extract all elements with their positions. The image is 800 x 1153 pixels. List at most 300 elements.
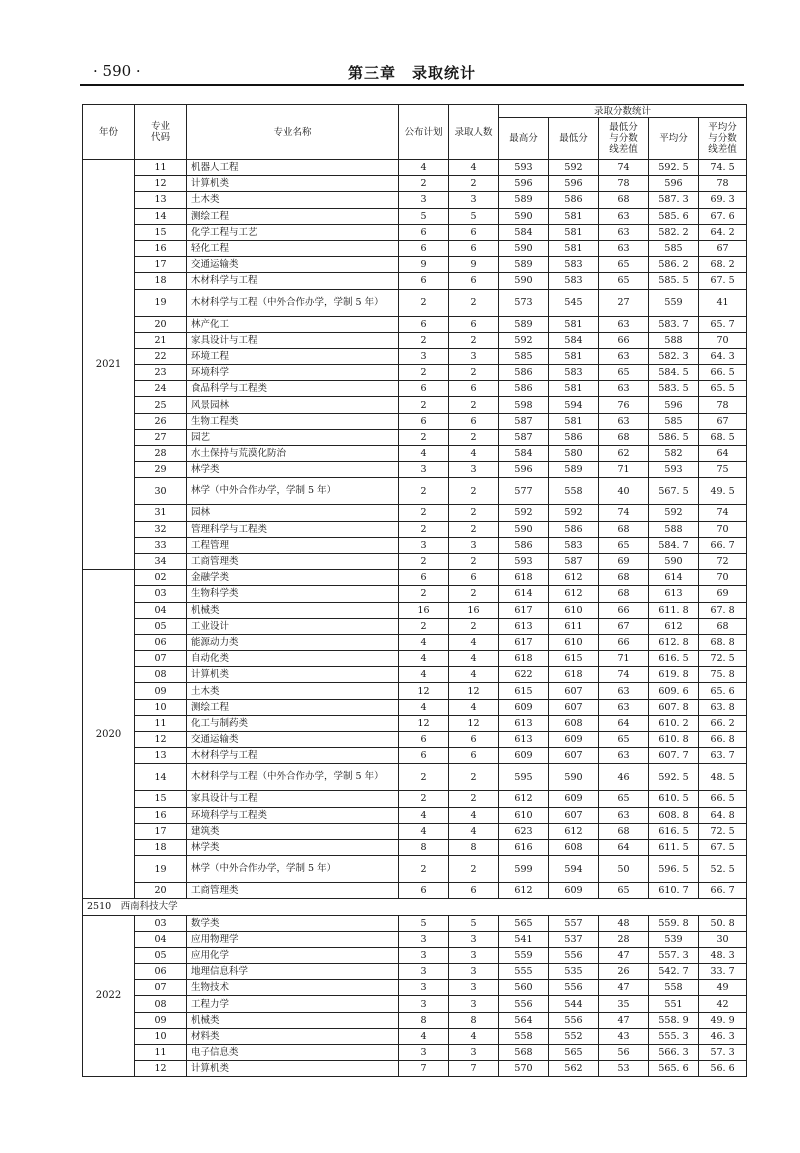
major-name: 工程管理 [187,537,399,553]
max-score: 586 [499,381,549,397]
min-score-diff: 47 [599,980,649,996]
major-code: 17 [135,823,187,839]
admitted-count: 6 [449,316,499,332]
admitted-count: 5 [449,208,499,224]
avg-score: 610. 2 [649,715,699,731]
avg-score: 619. 8 [649,667,699,683]
published-plan: 4 [399,160,449,176]
header-rule [80,84,744,86]
avg-score-diff: 67 [699,413,747,429]
admitted-count: 12 [449,683,499,699]
major-name: 林学类 [187,462,399,478]
admitted-count: 4 [449,1028,499,1044]
max-score: 570 [499,1061,549,1077]
admitted-count: 3 [449,348,499,364]
min-score-diff: 65 [599,537,649,553]
table-row [83,365,747,381]
avg-score: 588 [649,521,699,537]
min-score-diff: 66 [599,634,649,650]
avg-score-diff: 66. 5 [699,365,747,381]
min-score-diff: 65 [599,883,649,899]
admitted-count: 3 [449,537,499,553]
published-plan: 3 [399,1045,449,1061]
published-plan: 6 [399,381,449,397]
avg-score: 567. 5 [649,478,699,505]
major-code: 27 [135,429,187,445]
min-score: 565 [549,1045,599,1061]
table-row [83,732,747,748]
max-score: 612 [499,883,549,899]
major-code: 26 [135,413,187,429]
major-code: 12 [135,176,187,192]
major-code: 02 [135,570,187,586]
major-code: 10 [135,699,187,715]
major-name: 生物科学类 [187,586,399,602]
min-score-diff: 63 [599,224,649,240]
avg-score-diff: 67. 8 [699,602,747,618]
major-code: 16 [135,240,187,256]
published-plan: 4 [399,699,449,715]
table-row [83,413,747,429]
avg-score-diff: 64 [699,446,747,462]
major-code: 23 [135,365,187,381]
table-row [83,381,747,397]
major-name: 家具设计与工程 [187,332,399,348]
min-score-diff: 65 [599,732,649,748]
avg-score: 608. 8 [649,807,699,823]
major-code: 12 [135,1061,187,1077]
major-code: 08 [135,996,187,1012]
min-score-diff: 62 [599,446,649,462]
min-score-diff: 63 [599,807,649,823]
avg-score: 565. 6 [649,1061,699,1077]
max-score: 609 [499,748,549,764]
major-code: 16 [135,807,187,823]
major-name: 电子信息类 [187,1045,399,1061]
min-score-diff: 26 [599,964,649,980]
min-score: 618 [549,667,599,683]
major-code: 20 [135,883,187,899]
published-plan: 8 [399,1012,449,1028]
major-name: 应用物理学 [187,931,399,947]
max-score: 555 [499,964,549,980]
avg-score-diff: 63. 8 [699,699,747,715]
avg-score-diff: 64. 8 [699,807,747,823]
table-row [83,651,747,667]
major-name: 木材科学与工程 [187,273,399,289]
major-code: 13 [135,748,187,764]
major-name: 木材科学与工程（中外合作办学，学制 5 年） [187,764,399,791]
col-header-admitted: 录取人数 [449,105,499,160]
min-score: 583 [549,273,599,289]
major-name: 生物工程类 [187,413,399,429]
published-plan: 12 [399,715,449,731]
published-plan: 4 [399,807,449,823]
avg-score: 539 [649,931,699,947]
min-score-diff: 47 [599,947,649,963]
avg-score: 607. 8 [649,699,699,715]
table-row [83,807,747,823]
published-plan: 2 [399,856,449,883]
published-plan: 2 [399,505,449,521]
table-row [83,240,747,256]
table-row [83,915,747,931]
table-row [83,257,747,273]
min-score-diff: 65 [599,365,649,381]
published-plan: 6 [399,224,449,240]
max-score: 610 [499,807,549,823]
major-code: 04 [135,602,187,618]
avg-score: 611. 8 [649,602,699,618]
table-row [83,883,747,899]
max-score: 584 [499,224,549,240]
avg-score-diff: 68 [699,618,747,634]
max-score: 612 [499,791,549,807]
col-header-year: 年份 [83,105,135,160]
major-code: 06 [135,964,187,980]
published-plan: 2 [399,332,449,348]
published-plan: 3 [399,348,449,364]
published-plan: 3 [399,996,449,1012]
admitted-count: 3 [449,931,499,947]
min-score: 581 [549,208,599,224]
major-code: 33 [135,537,187,553]
avg-score-diff: 30 [699,931,747,947]
major-code: 03 [135,586,187,602]
avg-score-diff: 57. 3 [699,1045,747,1061]
max-score: 590 [499,240,549,256]
min-score: 590 [549,764,599,791]
min-score: 583 [549,537,599,553]
max-score: 622 [499,667,549,683]
min-score: 537 [549,931,599,947]
table-row [83,931,747,947]
min-score-diff: 63 [599,381,649,397]
min-score: 581 [549,413,599,429]
avg-score-diff: 49. 5 [699,478,747,505]
table-row [83,521,747,537]
min-score-diff: 40 [599,478,649,505]
avg-score-diff: 52. 5 [699,856,747,883]
major-name: 水土保持与荒漠化防治 [187,446,399,462]
published-plan: 4 [399,823,449,839]
avg-score: 610. 8 [649,732,699,748]
min-score: 552 [549,1028,599,1044]
avg-score-diff: 67. 5 [699,273,747,289]
avg-score-diff: 70 [699,570,747,586]
published-plan: 6 [399,732,449,748]
major-code: 13 [135,192,187,208]
table-row [83,1028,747,1044]
published-plan: 2 [399,176,449,192]
admitted-count: 2 [449,618,499,634]
max-score: 596 [499,176,549,192]
max-score: 616 [499,839,549,855]
major-code: 03 [135,915,187,931]
major-name: 园林 [187,505,399,521]
avg-score-diff: 66. 2 [699,715,747,731]
max-score: 589 [499,316,549,332]
max-score: 560 [499,980,549,996]
published-plan: 2 [399,791,449,807]
admitted-count: 4 [449,807,499,823]
max-score: 559 [499,947,549,963]
avg-score: 610. 5 [649,791,699,807]
min-score-diff: 68 [599,429,649,445]
avg-score: 582 [649,446,699,462]
max-score: 587 [499,413,549,429]
max-score: 590 [499,521,549,537]
admitted-count: 6 [449,732,499,748]
min-score: 556 [549,1012,599,1028]
table-row [83,176,747,192]
min-score: 594 [549,856,599,883]
major-code: 10 [135,1028,187,1044]
min-score-diff: 66 [599,332,649,348]
major-name: 地理信息科学 [187,964,399,980]
major-code: 22 [135,348,187,364]
published-plan: 2 [399,397,449,413]
min-score: 556 [549,980,599,996]
min-score-diff: 56 [599,1045,649,1061]
major-code: 15 [135,791,187,807]
admitted-count: 8 [449,839,499,855]
admitted-count: 3 [449,192,499,208]
min-score-diff: 68 [599,570,649,586]
avg-score-diff: 56. 6 [699,1061,747,1077]
avg-score: 592. 5 [649,764,699,791]
major-name: 建筑类 [187,823,399,839]
major-code: 09 [135,683,187,699]
table-row [83,947,747,963]
published-plan: 3 [399,947,449,963]
admitted-count: 4 [449,634,499,650]
max-score: 593 [499,160,549,176]
major-name: 能源动力类 [187,634,399,650]
min-score-diff: 64 [599,715,649,731]
major-name: 交通运输类 [187,732,399,748]
avg-score: 616. 5 [649,651,699,667]
col-header-score-stats: 录取分数统计 [499,105,747,118]
admitted-count: 2 [449,478,499,505]
published-plan: 8 [399,839,449,855]
admitted-count: 4 [449,823,499,839]
major-code: 06 [135,634,187,650]
avg-score-diff: 63. 7 [699,748,747,764]
avg-score: 612 [649,618,699,634]
avg-score: 558. 9 [649,1012,699,1028]
table-row [83,570,747,586]
min-score: 586 [549,521,599,537]
min-score: 587 [549,553,599,569]
min-score-diff: 65 [599,791,649,807]
major-name: 环境工程 [187,348,399,364]
major-code: 24 [135,381,187,397]
min-score: 581 [549,224,599,240]
avg-score: 585 [649,240,699,256]
avg-score-diff: 65. 6 [699,683,747,699]
admitted-count: 12 [449,715,499,731]
avg-score-diff: 66. 7 [699,537,747,553]
max-score: 584 [499,446,549,462]
published-plan: 4 [399,634,449,650]
major-name: 化工与制药类 [187,715,399,731]
major-code: 20 [135,316,187,332]
max-score: 615 [499,683,549,699]
major-code: 11 [135,1045,187,1061]
admitted-count: 2 [449,397,499,413]
avg-score: 582. 2 [649,224,699,240]
min-score: 558 [549,478,599,505]
major-name: 计算机类 [187,1061,399,1077]
table-row [83,478,747,505]
table-row [83,683,747,699]
avg-score-diff: 78 [699,176,747,192]
max-score: 589 [499,192,549,208]
max-score: 618 [499,651,549,667]
major-name: 化学工程与工艺 [187,224,399,240]
min-score: 607 [549,683,599,699]
min-score: 586 [549,429,599,445]
chapter-title: 第三章 录取统计 [347,64,476,82]
min-score-diff: 27 [599,289,649,316]
table-row [83,160,747,176]
major-name: 林产化工 [187,316,399,332]
major-name: 测绘工程 [187,699,399,715]
max-score: 585 [499,348,549,364]
published-plan: 5 [399,208,449,224]
min-score: 562 [549,1061,599,1077]
table-row [83,273,747,289]
published-plan: 4 [399,667,449,683]
min-score-diff: 63 [599,208,649,224]
max-score: 590 [499,273,549,289]
avg-score-diff: 48. 3 [699,947,747,963]
published-plan: 4 [399,1028,449,1044]
published-plan: 2 [399,553,449,569]
admitted-count: 4 [449,667,499,683]
admitted-count: 3 [449,462,499,478]
table-row [83,1045,747,1061]
admitted-count: 2 [449,764,499,791]
page-header [80,56,744,84]
avg-score-diff: 75. 8 [699,667,747,683]
major-name: 木材科学与工程 [187,748,399,764]
major-name: 食品科学与工程类 [187,381,399,397]
avg-score: 612. 8 [649,634,699,650]
max-score: 593 [499,553,549,569]
major-name: 计算机类 [187,667,399,683]
avg-score-diff: 75 [699,462,747,478]
table-row [83,856,747,883]
table-row [83,429,747,445]
min-score-diff: 48 [599,915,649,931]
table-row [83,964,747,980]
major-name: 计算机类 [187,176,399,192]
major-name: 家具设计与工程 [187,791,399,807]
avg-score-diff: 78 [699,397,747,413]
min-score: 608 [549,839,599,855]
published-plan: 2 [399,764,449,791]
min-score-diff: 63 [599,748,649,764]
avg-score: 613 [649,586,699,602]
avg-score: 610. 7 [649,883,699,899]
avg-score: 585. 5 [649,273,699,289]
major-name: 应用化学 [187,947,399,963]
max-score: 586 [499,537,549,553]
min-score-diff: 65 [599,273,649,289]
admitted-count: 4 [449,699,499,715]
max-score: 590 [499,208,549,224]
major-name: 林学（中外合作办学，学制 5 年） [187,478,399,505]
major-name: 环境科学与工程类 [187,807,399,823]
avg-score: 551 [649,996,699,1012]
max-score: 586 [499,365,549,381]
max-score: 618 [499,570,549,586]
avg-score-diff: 66. 5 [699,791,747,807]
table-row [83,996,747,1012]
published-plan: 2 [399,289,449,316]
major-name: 土木类 [187,192,399,208]
major-code: 32 [135,521,187,537]
min-score-diff: 66 [599,602,649,618]
admitted-count: 6 [449,413,499,429]
min-score-diff: 53 [599,1061,649,1077]
published-plan: 3 [399,931,449,947]
major-code: 29 [135,462,187,478]
major-name: 金融学类 [187,570,399,586]
avg-score: 566. 3 [649,1045,699,1061]
min-score: 609 [549,791,599,807]
avg-score-diff: 49 [699,980,747,996]
admitted-count: 2 [449,332,499,348]
avg-score-diff: 68. 5 [699,429,747,445]
max-score: 558 [499,1028,549,1044]
col-header-code: 专业 代码 [135,105,187,160]
avg-score: 596 [649,397,699,413]
min-score-diff: 74 [599,505,649,521]
min-score: 609 [549,883,599,899]
admitted-count: 4 [449,160,499,176]
admitted-count: 6 [449,273,499,289]
admitted-count: 2 [449,289,499,316]
published-plan: 3 [399,964,449,980]
major-name: 林学类 [187,839,399,855]
admitted-count: 2 [449,791,499,807]
min-score: 592 [549,160,599,176]
max-score: 577 [499,478,549,505]
year-cell: 2020 [83,570,135,899]
avg-score-diff: 64. 2 [699,224,747,240]
max-score: 592 [499,505,549,521]
min-score-diff: 78 [599,176,649,192]
min-score: 608 [549,715,599,731]
min-score: 586 [549,192,599,208]
admitted-count: 4 [449,446,499,462]
major-code: 07 [135,651,187,667]
min-score-diff: 68 [599,823,649,839]
major-name: 林学（中外合作办学，学制 5 年） [187,856,399,883]
avg-score-diff: 74 [699,505,747,521]
school-row [83,899,747,915]
min-score-diff: 63 [599,699,649,715]
col-header-min-diff: 最低分 与分数 线差值 [599,118,649,160]
table-row [83,602,747,618]
max-score: 596 [499,462,549,478]
major-name: 机械类 [187,602,399,618]
table-row [83,505,747,521]
published-plan: 6 [399,883,449,899]
